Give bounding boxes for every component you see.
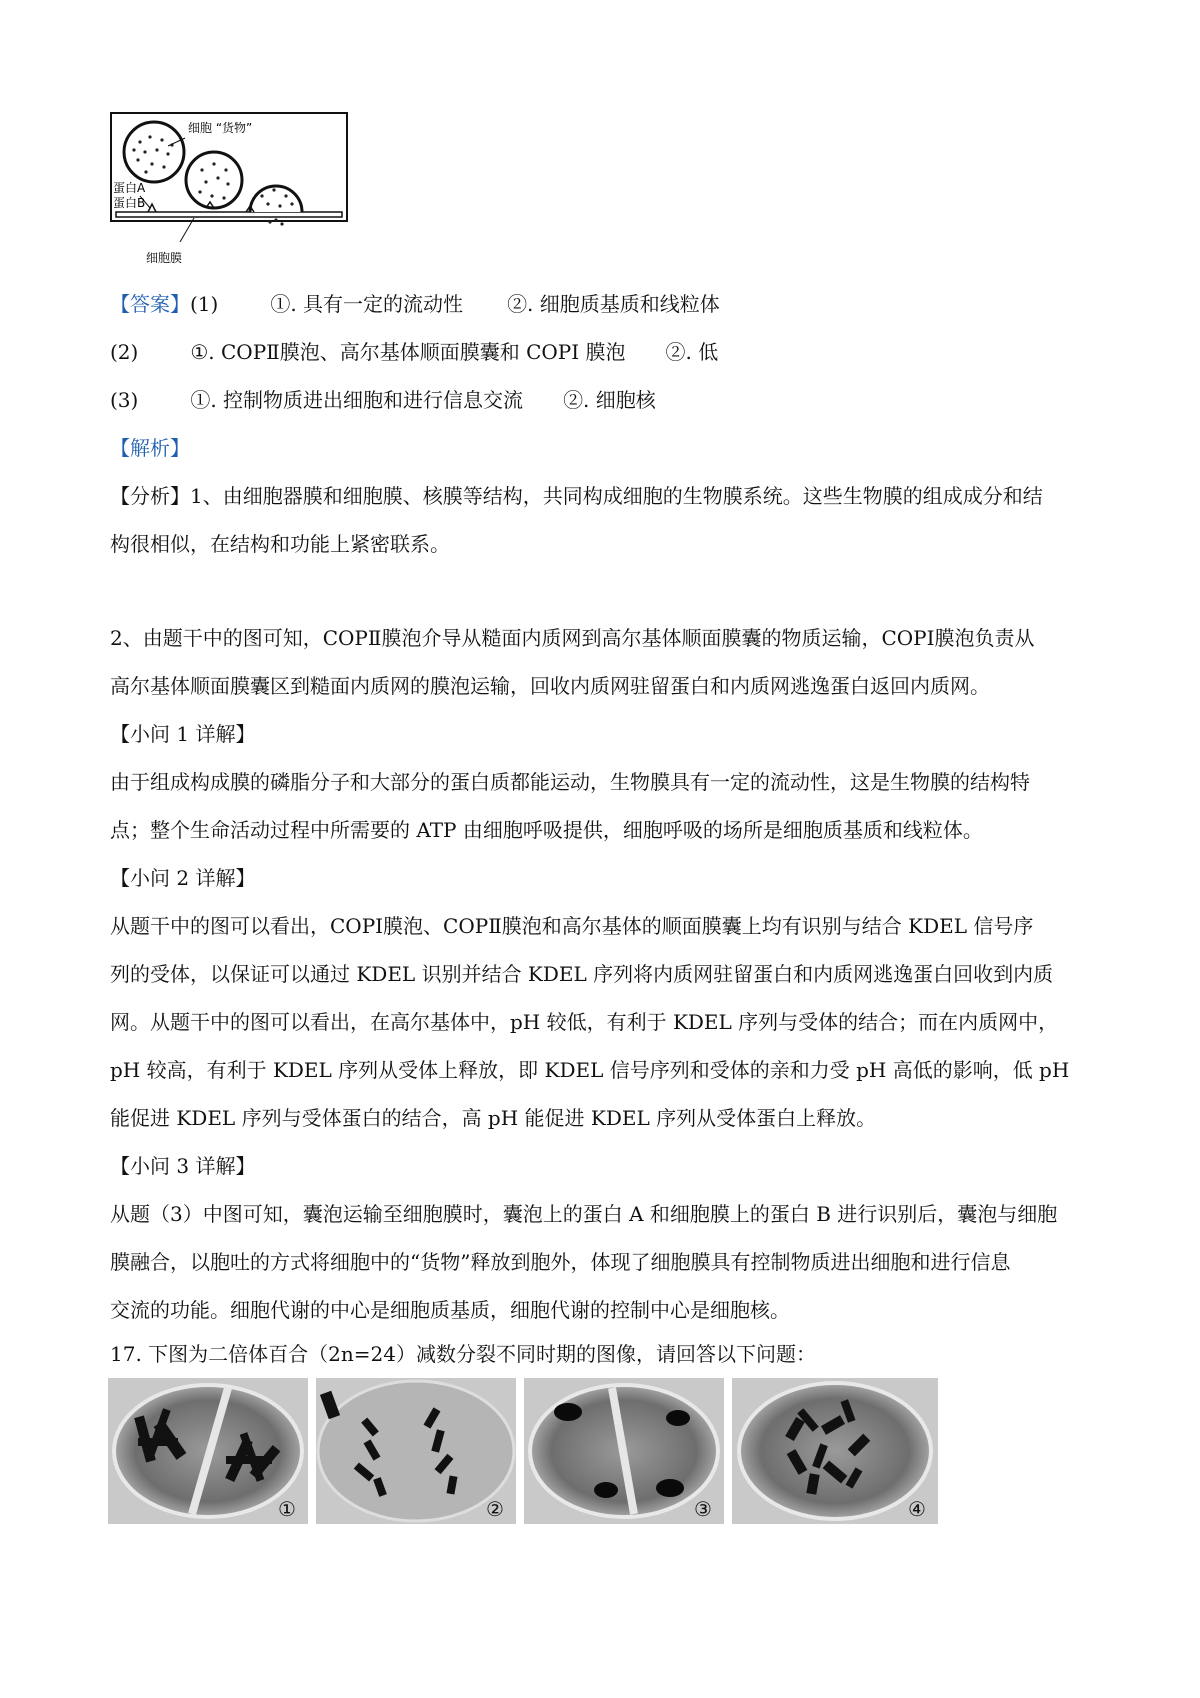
analysis-p2-line2: 高尔基体顺面膜囊区到糙面内质网的膜泡运输，回收内质网驻留蛋白和内质网逃逸蛋白返回内质网。	[110, 674, 990, 698]
answer-line-2	[110, 338, 718, 366]
answer-q2-b: ②. 低	[665, 340, 719, 364]
sub-question-3-line2: 膜融合，以胞吐的方式将细胞中的“货物”释放到胞外，体现了细胞膜具有控制物质进出细胞和进行信息	[110, 1250, 1011, 1274]
panel-4-label: ④	[908, 1497, 926, 1521]
sub-question-3-line3: 交流的功能。细胞代谢的中心是细胞质基质，细胞代谢的控制中心是细胞核。	[110, 1298, 790, 1322]
sub-question-1-line1: 由于组成构成膜的磷脂分子和大部分的蛋白质都能运动，生物膜具有一定的流动性，这是生物膜的结构特	[110, 770, 1030, 794]
answer-line-3	[110, 386, 656, 414]
micrograph-panel-2	[316, 1378, 516, 1524]
answer-q1-b: ②. 细胞质基质和线粒体	[507, 292, 720, 316]
answer-q1-num: (1)	[190, 292, 219, 316]
cell-membrane-shape	[116, 212, 342, 217]
answer-q1-a: ①. 具有一定的流动性	[270, 292, 464, 316]
answer-q3-num: (3)	[110, 388, 139, 412]
sub-question-2-line3: 网。从题干中的图可以看出，在高尔基体中，pH 较低，有利于 KDEL 序列与受体的结合；而在内质网中，	[110, 1010, 1059, 1034]
sub-question-2-line4: pH 较高，有利于 KDEL 序列从受体上释放，即 KDEL 信号序列和受体的亲和力受 pH 高低的影响，低 pH	[110, 1058, 1070, 1082]
analysis-p1-line2: 构很相似，在结构和功能上紧密联系。	[110, 532, 450, 556]
sub-question-2-line1: 从题干中的图可以看出，COPⅠ膜泡、COPⅡ膜泡和高尔基体的顺面膜囊上均有识别与结合 KDEL 信号序	[110, 914, 1034, 938]
micrograph-panel-4	[732, 1378, 938, 1524]
sub-question-1-title: 【小问 1 详解】	[110, 722, 256, 746]
analysis-p2-line1: 2、由题干中的图可知，COPⅡ膜泡介导从糙面内质网到高尔基体顺面膜囊的物质运输，COPⅠ膜泡负责从	[110, 626, 1035, 650]
sub-question-3-line1: 从题（3）中图可知，囊泡运输至细胞膜时，囊泡上的蛋白 A 和细胞膜上的蛋白 B 进行识别后，囊泡与细胞	[110, 1202, 1058, 1226]
vesicle-1	[124, 122, 184, 182]
answer-tag: 【答案】	[110, 292, 190, 316]
vesicle-diagram	[110, 112, 348, 270]
protein-b-label: 蛋白B	[113, 196, 146, 210]
meiosis-micrographs	[108, 1378, 938, 1524]
question-17-text: 17. 下图为二倍体百合（2n=24）减数分裂不同时期的图像，请回答以下问题：	[110, 1342, 816, 1366]
vesicle-2	[186, 152, 242, 208]
sub-question-2-line5: 能促进 KDEL 序列与受体蛋白的结合，高 pH 能促进 KDEL 序列从受体蛋白上释放。	[110, 1106, 877, 1130]
answer-q3-a: ①. 控制物质进出细胞和进行信息交流	[190, 388, 524, 412]
sub-question-2-line2: 列的受体，以保证可以通过 KDEL 识别并结合 KDEL 序列将内质网驻留蛋白和内质网逃逸蛋白回收到内质	[110, 962, 1054, 986]
answer-line-1	[110, 290, 720, 318]
sub-question-3-title: 【小问 3 详解】	[110, 1154, 256, 1178]
sub-question-2-title: 【小问 2 详解】	[110, 866, 256, 890]
panel-1-label: ①	[278, 1497, 296, 1521]
answer-q2-a: ①. COPⅡ膜泡、高尔基体顺面膜囊和 COPI 膜泡	[190, 340, 626, 364]
panel-2-label: ②	[486, 1497, 504, 1521]
panel-3-label: ③	[694, 1497, 712, 1521]
analysis-p1-line1: 【分析】1、由细胞器膜和细胞膜、核膜等结构，共同构成细胞的生物膜系统。这些生物膜的组成成分和结	[110, 484, 1043, 508]
cargo-label: 细胞 “货物”	[188, 121, 253, 135]
micrograph-panel-1	[108, 1378, 308, 1524]
membrane-label: 细胞膜	[146, 251, 183, 265]
analysis-tag: 【解析】	[110, 436, 190, 460]
sub-question-1-line2: 点；整个生命活动过程中所需要的 ATP 由细胞呼吸提供，细胞呼吸的场所是细胞质基质和线粒体。	[110, 818, 983, 842]
protein-a-label: 蛋白A	[113, 181, 146, 195]
answer-q2-num: (2)	[110, 340, 139, 364]
micrograph-panel-3	[524, 1378, 724, 1524]
answer-q3-b: ②. 细胞核	[563, 388, 656, 412]
